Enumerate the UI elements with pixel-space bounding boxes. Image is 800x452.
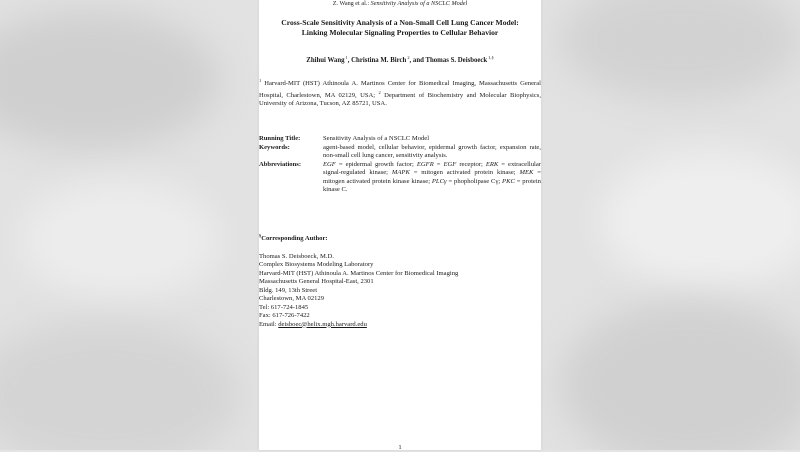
running-title-label: Running Title: bbox=[259, 135, 301, 142]
background-blur-shape bbox=[0, 10, 220, 150]
author-affiliation-mark: 2 bbox=[407, 55, 410, 60]
corresponding-heading-text: Corresponding Author: bbox=[261, 235, 328, 242]
abbreviations-label: Abbreviations: bbox=[259, 160, 302, 168]
running-title-value: Sensitivity Analysis of a NSCLC Model bbox=[323, 135, 430, 142]
affiliation-mark: 2 bbox=[378, 89, 381, 95]
affiliation-text: Harvard-MIT (HST) Athinoula A. Martinos Center for Biomedical Imaging, Massachusetts General Hospital, Charlestown, MA 02129, USA; bbox=[259, 80, 541, 99]
keywords-label: Keywords: bbox=[259, 143, 290, 151]
abbreviations-value bbox=[323, 161, 541, 195]
abbreviation-definition: = protein kinase C. bbox=[323, 177, 541, 193]
address-line: Complex Biosystems Modeling Laboratory bbox=[259, 261, 374, 268]
abbreviation-term: PLCγ bbox=[431, 177, 447, 185]
abbreviation-definition: = extracellular signal-regulated kinase; bbox=[323, 160, 541, 176]
author-name: Thomas S. Deisboeck bbox=[425, 57, 488, 64]
running-header bbox=[259, 0, 541, 7]
background-blur-shape bbox=[0, 320, 240, 450]
paper-title-line: Linking Molecular Signaling Properties to Cellular Behavior bbox=[301, 28, 499, 37]
abbreviation-definition: = mitogen activated protein kinase kinase; bbox=[323, 169, 542, 185]
document-page bbox=[259, 0, 541, 450]
email-line bbox=[259, 321, 541, 330]
background-blur-shape bbox=[20, 180, 220, 300]
author-name: Zhihui Wang bbox=[306, 57, 345, 64]
abbreviation-definition: = phopholipase Cγ; bbox=[446, 177, 503, 185]
email-link[interactable]: deisboec@helix.mgh.harvard.edu bbox=[278, 320, 367, 328]
metadata-block bbox=[259, 135, 541, 195]
affiliations bbox=[259, 77, 541, 109]
address-line: Thomas S. Deisboeck, M.D. bbox=[259, 252, 334, 260]
abbreviation-term: MAPK bbox=[391, 169, 410, 176]
abbreviation-definition: = epidermal growth factor; bbox=[335, 160, 417, 168]
affiliation-text: Department of Biochemistry and Molecular Biophysics, University of Arizona, Tucson, AZ 85721, USA. bbox=[259, 91, 541, 107]
author-name: Christina M. Birch bbox=[351, 57, 407, 64]
abbreviation-term: EGFR bbox=[416, 160, 434, 168]
abbreviation-definition: = mitogen activated protein kinase; bbox=[409, 169, 520, 176]
corresponding-author-heading bbox=[259, 232, 541, 244]
background-blur-shape bbox=[600, 150, 800, 290]
abbreviation-definition: receptor; bbox=[456, 160, 486, 168]
fax-line: Fax: 617-726-7422 bbox=[259, 312, 310, 319]
abbreviation-definition: = bbox=[433, 160, 444, 168]
author-affiliation-mark: 1,§ bbox=[488, 55, 494, 60]
paper-title-line: Cross-Scale Sensitivity Analysis of a Non-Small Cell Lung Cancer Model: bbox=[281, 18, 519, 27]
email-label: Email: bbox=[259, 320, 279, 328]
abbreviation-term: ERK bbox=[485, 160, 499, 168]
address-line: Bldg. 149, 13th Street bbox=[259, 286, 318, 294]
abbreviations-row bbox=[259, 161, 541, 195]
keywords-value: agent-based model, cellular behavior, epidermal growth factor, expansion rate, non-small cell lung cancer, sensitivity analysis. bbox=[323, 143, 541, 159]
header-authors: Z. Wang et al.: bbox=[332, 0, 371, 7]
phone-line: Tel: 617-724-1845 bbox=[259, 303, 309, 311]
address-line: Harvard-MIT (HST) Athinoula A. Martinos Center for Biomedical Imaging bbox=[259, 269, 459, 277]
corresponding-author-section bbox=[259, 232, 541, 329]
background-blur-shape bbox=[560, 0, 800, 100]
address-line: Massachusetts General Hospital-East, 2301 bbox=[259, 278, 374, 285]
abbreviation-term: MEK bbox=[519, 169, 534, 176]
abbreviation-term: EGF bbox=[443, 160, 457, 168]
keywords-row bbox=[259, 144, 541, 161]
abbreviation-term: EGF bbox=[323, 160, 336, 168]
corresponding-mark: § bbox=[259, 233, 262, 238]
running-title-row bbox=[259, 135, 541, 144]
author-separator: , bbox=[347, 57, 352, 64]
affiliation-mark: 1 bbox=[259, 78, 262, 83]
address-line: Charlestown, MA 02129 bbox=[259, 295, 325, 302]
paper-title bbox=[261, 18, 539, 38]
author-separator: , and bbox=[409, 57, 426, 64]
corresponding-address bbox=[259, 253, 541, 330]
author-list bbox=[259, 53, 541, 65]
page-number: 1 bbox=[398, 444, 402, 451]
author-affiliation-mark: 1 bbox=[345, 55, 348, 60]
abbreviation-term: PKC bbox=[502, 177, 515, 185]
background-blur-shape bbox=[560, 300, 800, 450]
header-short-title: Sensitivity Analysis of a NSCLC Model bbox=[370, 0, 468, 7]
